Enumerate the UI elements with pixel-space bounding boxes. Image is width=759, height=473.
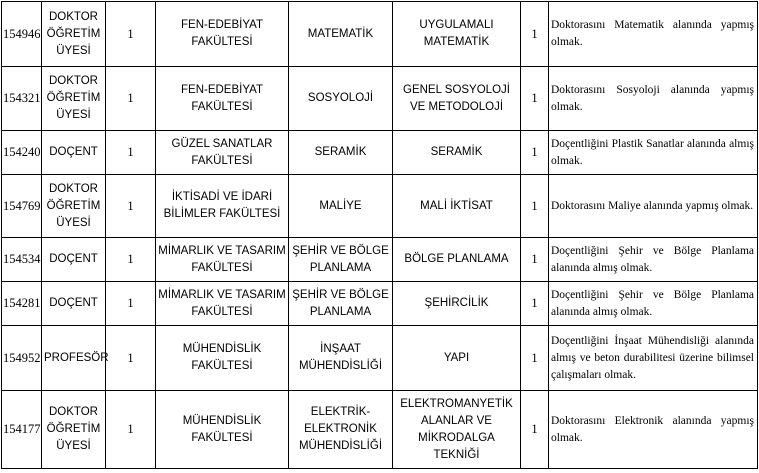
kadro-adedi: 1	[521, 2, 549, 67]
aciklama: Doçentliğini Plastik Sanatlar alanında almış olmak.	[549, 131, 758, 175]
anabilim-dali: ELEKTROMANYETİK ALANLAR VE MİKRODALGA TEKNİĞİ	[393, 391, 521, 469]
kadro-adedi: 1	[521, 131, 549, 175]
table-row	[2, 131, 758, 175]
kadro-adedi: 1	[521, 67, 549, 131]
kadro-unvani: PROFESÖR	[42, 326, 106, 391]
aciklama: Doçentliğini Şehir ve Bölge Planlama alanında almış olmak.	[549, 238, 758, 282]
aciklama: Doçentliğini İnşaat Mühendisliği alanında almış ve beton durabilitesi üzerine bilimsel çalışmaları olmak.	[549, 326, 758, 391]
table-row	[2, 2, 758, 67]
aciklama: Doktorasını Sosyoloji alanında yapmış olmak.	[549, 67, 758, 131]
fakulte: FEN-EDEBİYAT FAKÜLTESİ	[156, 67, 289, 131]
positions-table	[1, 1, 758, 469]
table-row	[2, 175, 758, 238]
kadro-derecesi: 1	[106, 238, 156, 282]
kadro-adedi: 1	[521, 326, 549, 391]
kadro-derecesi: 1	[106, 175, 156, 238]
anabilim-dali: YAPI	[393, 326, 521, 391]
bolum: ŞEHİR VE BÖLGE PLANLAMA	[289, 282, 393, 326]
table-row	[2, 326, 758, 391]
ilan-id: 154534	[2, 238, 42, 282]
ilan-id: 154321	[2, 67, 42, 131]
fakulte: GÜZEL SANATLAR FAKÜLTESİ	[156, 131, 289, 175]
table-row	[2, 238, 758, 282]
ilan-id: 154281	[2, 282, 42, 326]
kadro-derecesi: 1	[106, 282, 156, 326]
table-row	[2, 282, 758, 326]
kadro-derecesi: 1	[106, 391, 156, 469]
fakulte: MİMARLIK VE TASARIM FAKÜLTESİ	[156, 238, 289, 282]
anabilim-dali: MALİ İKTİSAT	[393, 175, 521, 238]
table-row	[2, 391, 758, 469]
fakulte: MÜHENDİSLİK FAKÜLTESİ	[156, 326, 289, 391]
bolum: MATEMATİK	[289, 2, 393, 67]
ilan-id: 154946	[2, 2, 42, 67]
anabilim-dali: SERAMİK	[393, 131, 521, 175]
kadro-adedi: 1	[521, 282, 549, 326]
kadro-adedi: 1	[521, 391, 549, 469]
kadro-derecesi: 1	[106, 67, 156, 131]
kadro-unvani: DOÇENT	[42, 238, 106, 282]
anabilim-dali: GENEL SOSYOLOJİ VE METODOLOJİ	[393, 67, 521, 131]
aciklama: Doktorasını Maliye alanında yapmış olmak.	[549, 175, 758, 238]
kadro-unvani: DOKTOR ÖĞRETİM ÜYESİ	[42, 175, 106, 238]
ilan-id: 154769	[2, 175, 42, 238]
table-row	[2, 67, 758, 131]
kadro-unvani: DOKTOR ÖĞRETİM ÜYESİ	[42, 67, 106, 131]
ilan-id: 154240	[2, 131, 42, 175]
bolum: ŞEHİR VE BÖLGE PLANLAMA	[289, 238, 393, 282]
ilan-id: 154177	[2, 391, 42, 469]
kadro-adedi: 1	[521, 175, 549, 238]
kadro-derecesi: 1	[106, 2, 156, 67]
fakulte: FEN-EDEBİYAT FAKÜLTESİ	[156, 2, 289, 67]
kadro-unvani: DOÇENT	[42, 282, 106, 326]
fakulte: MİMARLIK VE TASARIM FAKÜLTESİ	[156, 282, 289, 326]
kadro-derecesi: 1	[106, 131, 156, 175]
kadro-unvani: DOKTOR ÖĞRETİM ÜYESİ	[42, 2, 106, 67]
kadro-unvani: DOÇENT	[42, 131, 106, 175]
bolum: ELEKTRİK-ELEKTRONİK MÜHENDİSLİĞİ	[289, 391, 393, 469]
aciklama: Doktorasını Elektronik alanında yapmış olmak.	[549, 391, 758, 469]
fakulte: MÜHENDİSLİK FAKÜLTESİ	[156, 391, 289, 469]
bolum: İNŞAAT MÜHENDİSLİĞİ	[289, 326, 393, 391]
anabilim-dali: UYGULAMALI MATEMATİK	[393, 2, 521, 67]
ilan-id: 154952	[2, 326, 42, 391]
bolum: SERAMİK	[289, 131, 393, 175]
aciklama: Doçentliğini Şehir ve Bölge Planlama alanında almış olmak.	[549, 282, 758, 326]
bolum: SOSYOLOJİ	[289, 67, 393, 131]
kadro-adedi: 1	[521, 238, 549, 282]
bolum: MALİYE	[289, 175, 393, 238]
kadro-derecesi: 1	[106, 326, 156, 391]
kadro-unvani: DOKTOR ÖĞRETİM ÜYESİ	[42, 391, 106, 469]
anabilim-dali: BÖLGE PLANLAMA	[393, 238, 521, 282]
aciklama: Doktorasını Matematik alanında yapmış olmak.	[549, 2, 758, 67]
anabilim-dali: ŞEHİRCİLİK	[393, 282, 521, 326]
fakulte: İKTİSADİ VE İDARİ BİLİMLER FAKÜLTESİ	[156, 175, 289, 238]
